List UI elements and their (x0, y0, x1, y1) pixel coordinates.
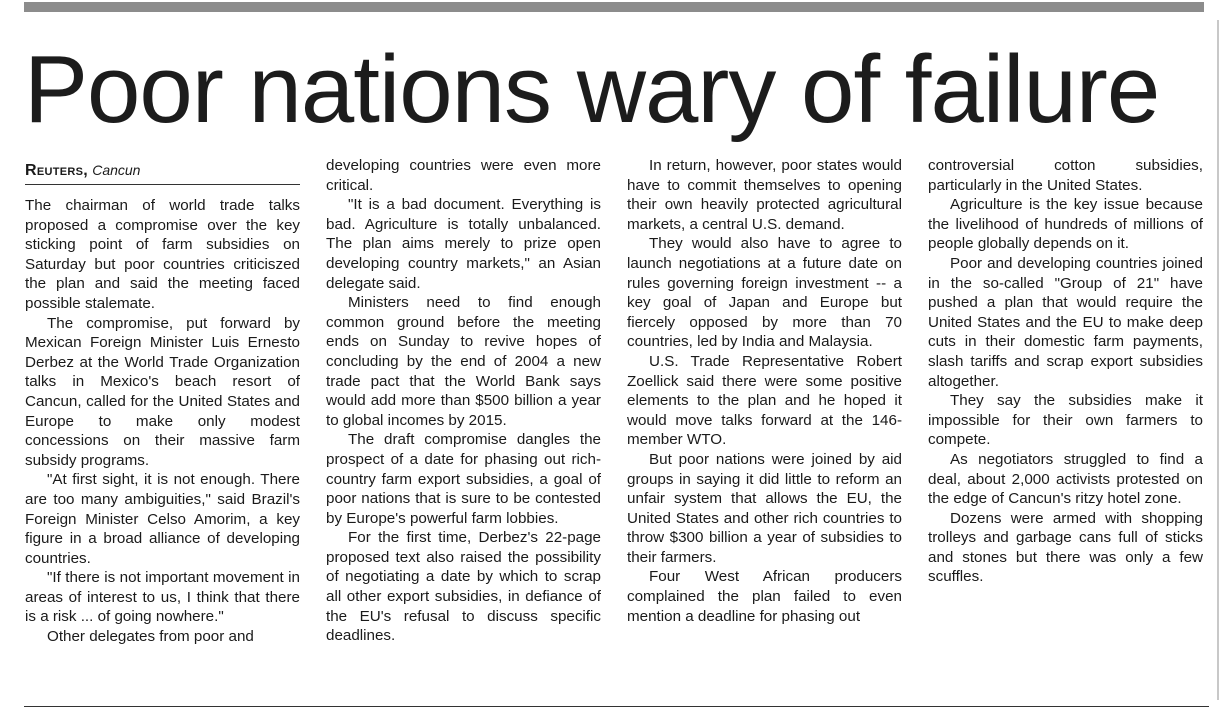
paragraph: "If there is not important movement in areas of interest to us, I think that there is a risk ... of going nowhere." (25, 569, 300, 626)
paragraph: In return, however, poor states would have to commit themselves to opening their own heavily protected agricultural markets, a central U.S. demand. (627, 157, 902, 233)
paragraph: controversial cotton subsidies, particularly in the United States. (928, 157, 1203, 194)
article-column-3 (627, 156, 902, 626)
paragraph: But poor nations were joined by aid groups in saying it did little to reform an unfair system that allows the EU, the United States and other rich countries to throw $300 billion a year of subsidies to their farmers. (627, 450, 902, 566)
paragraph: For the first time, Derbez's 22-page proposed text also raised the possibility of negotiating a date by which to scrap all other export subsidies, in defiance of the EU's refusal to discuss specific deadlines. (326, 529, 601, 645)
paragraph: The draft compromise dangles the prospect of a date for phasing out rich-country farm export subsidies, a goal of poor nations that is sure to be contested by Europe's powerful farm lobbies. (326, 431, 601, 527)
paragraph: The chairman of world trade talks proposed a compromise over the key sticking point of farm subsidies on Saturday but poor countries criticiszed the plan and said the meeting faced possible stalemate. (25, 197, 300, 312)
paragraph: "It is a bad document. Everything is bad. Agriculture is totally unbalanced. The plan aims merely to prize open developing country markets," an Asian delegate said. (326, 196, 601, 292)
headline: Poor nations wary of failure (24, 36, 1160, 143)
paragraph: Agriculture is the key issue because the livelihood of hundreds of millions of people globally depends on it. (928, 196, 1203, 253)
article-column-2 (326, 156, 601, 646)
bottom-rule (24, 706, 1209, 707)
byline (25, 156, 300, 185)
paragraph: U.S. Trade Representative Robert Zoellick said there were some positive elements to the plan and he hoped it would move talks forward at the 146-member WTO. (627, 352, 902, 449)
paragraph: "At first sight, it is not enough. There are too many ambiguities," said Brazil's Foreign Minister Celso Amorim, a key figure in a broad alliance of developing countries. (25, 471, 300, 567)
paragraph: The compromise, put forward by Mexican Foreign Minister Luis Ernesto Derbez at the World Trade Organization talks in Mexico's beach resort of Cancun, called for the United States and Europe to make only modest concessions on their massive farm subsidy programs. (25, 314, 300, 469)
byline-agency: Reuters, (25, 162, 89, 179)
paragraph: As negotiators struggled to find a deal, about 2,000 activists protested on the edge of Cancun's ritzy hotel zone. (928, 450, 1203, 508)
paragraph: They would also have to agree to launch negotiations at a future date on rules governing foreign investment -- a key goal of Japan and Europe but fiercely opposed by more than 70 countries, led by India and Malaysia. (627, 235, 902, 351)
paragraph: Ministers need to find enough common ground before the meeting ends on Sunday to revive hopes of concluding by the end of 2004 a new trade pact that the World Bank says would add more than $500 billion a year to global incomes by 2015. (326, 294, 601, 429)
article-column-4 (928, 156, 1203, 587)
paragraph: Dozens were armed with shopping trolleys and garbage cans full of sticks and stones but there was only a few scuffles. (928, 509, 1203, 586)
paragraph: Four West African producers complained the plan failed to even mention a deadline for phasing out (627, 568, 902, 625)
paragraph: They say the subsidies make it impossible for their own farmers to compete. (928, 392, 1203, 449)
top-rule-bar (24, 2, 1204, 12)
article-column-1 (25, 156, 300, 647)
paragraph: Other delegates from poor and (47, 628, 254, 646)
byline-place: Cancun (92, 162, 141, 178)
paragraph: Poor and developing countries joined in the so-called "Group of 21" have pushed a plan that would require the United States and the EU to make deep cuts in their domestic farm payments, slash tariffs and scrap export subsidies altogether. (928, 254, 1203, 390)
paragraph: developing countries were even more critical. (326, 157, 601, 194)
right-edge-line (1217, 20, 1219, 700)
